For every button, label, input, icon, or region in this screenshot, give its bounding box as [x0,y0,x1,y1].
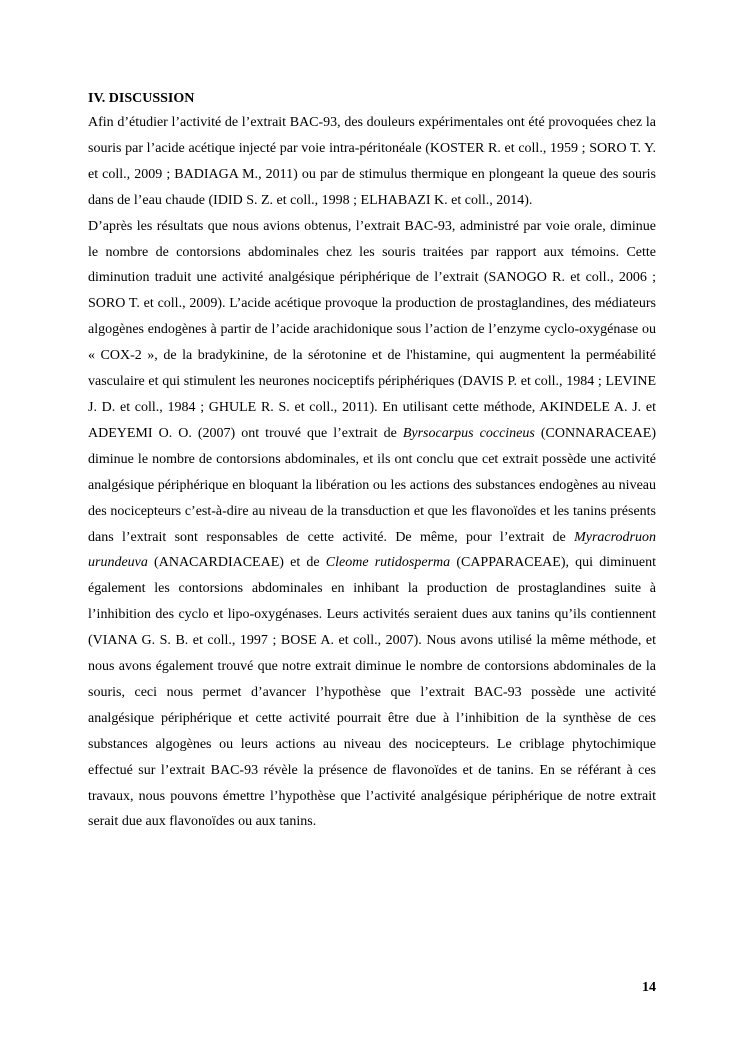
paragraph-text-part-4: (CAPPARACEAE), qui diminuent également les contorsions abdominales en inhibant la production de prostaglandines suite à l’inhibition des cyclo et lipo-oxygénases. Leurs activités seraient dues aux tanins qu’ils contiennent (VIANA G. S. B. et coll., 1997 ; BOSE A. et coll., 2007). Nous avons utilisé la même méthode, et nous avons également trouvé que notre extrait diminue le nombre de contorsions abdominales de la souris, ceci nous permet d’avancer l’hypothèse que l’extrait BAC-93 possède une activité analgésique périphérique et cette activité pourrait être due à l’inhibition de la synthèse de ces substances algogènes ou leurs actions au niveau des nocicepteurs. Le criblage phytochimique effectué sur l’extrait BAC-93 révèle la présence de flavonoïdes et de tanins. En se référant à ces travaux, nous pouvons émettre l’hypothèse que l’activité analgésique périphérique de notre extrait serait due aux flavonoïdes ou aux tanins. [88,555,656,830]
paragraph-text-part-1: D’après les résultats que nous avions obtenus, l’extrait BAC-93, administré par voie orale, diminue le nombre de contorsions abdominales chez les souris traitées par rapport aux témoins. Cette diminution traduit une activité analgésique périphérique de l’extrait (SANOGO R. et coll., 2006 ; SORO T. et coll., 2009). L’acide acétique provoque la production de prostaglandines, des médiateurs algogènes endogènes à partir de l’acide arachidonique sous l’action de l’enzyme cyclo-oxygénase ou « COX-2 », de la bradykinine, de la sérotonine et de l'histamine, qui augmentent la perméabilité vasculaire et qui stimulent les neurones nociceptifs périphériques (DAVIS P. et coll., 1984 ; LEVINE J. D. et coll., 1984 ; GHULE R. S. et coll., 2011). En utilisant cette méthode, AKINDELE A. J. et ADEYEMI O. O. (2007) ont trouvé que l’extrait de [88,218,656,441]
paragraph-intro: Afin d’étudier l’activité de l’extrait BAC-93, des douleurs expérimentales ont été provoquées chez la souris par l’acide acétique injecté par voie intra-péritonéale (KOSTER R. et coll., 1959 ; SORO T. Y. et coll., 2009 ; BADIAGA M., 2011) ou par de stimulus thermique en plongeant la queue des souris dans de l’eau chaude (IDID S. Z. et coll., 1998 ; ELHABAZI K. et coll., 2014). [88,115,656,208]
species-name-cleome: Cleome rutidosperma [325,555,451,571]
section-heading: IV. DISCUSSION [88,91,195,106]
document-page [88,88,656,835]
species-name-myracrodruon: Myracrodruon urundeuva [88,529,656,571]
paragraph-text-part-2: (CONNARACEAE) diminue le nombre de contorsions abdominales, et ils ont conclu que cet extrait possède une activité analgésique périphérique en bloquant la libération ou les actions des substances endogènes au niveau des nocicepteurs c’est-à-dire au niveau de la transduction et que les flavonoïdes et les tanins présents dans l’extrait sont responsables de cette activité. De même, pour l’extrait de [88,425,657,545]
species-name-byrsocarpus: Byrsocarpus coccineus [402,425,535,441]
page-number: 14 [642,980,656,995]
paragraph-discussion [88,214,656,836]
paragraph-text-part-3: (ANACARDIACEAE) et de [147,555,326,571]
